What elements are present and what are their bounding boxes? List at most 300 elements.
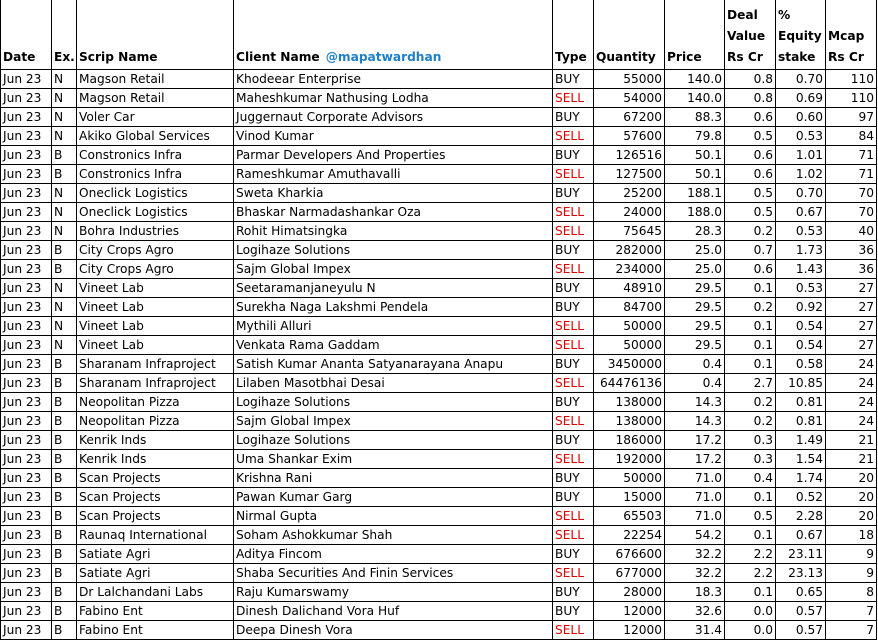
equity-stake-cell: 0.70: [776, 70, 826, 89]
table-row: [1, 279, 877, 298]
table-row: [1, 108, 877, 127]
exchange-cell: B: [52, 583, 77, 602]
col-header-date: Date: [1, 0, 52, 70]
type-cell: SELL: [553, 374, 594, 393]
mcap-cell: 70: [826, 203, 877, 222]
quantity-cell: 57600: [594, 127, 665, 146]
scrip-cell: Kenrik Inds: [77, 431, 234, 450]
deal-value-cell: 0.5: [725, 184, 776, 203]
deal-value-cell: 0.6: [725, 108, 776, 127]
equity-stake-cell: 0.81: [776, 393, 826, 412]
deal-value-cell: 0.3: [725, 431, 776, 450]
table-row: [1, 469, 877, 488]
equity-stake-cell: 0.52: [776, 488, 826, 507]
quantity-cell: 12000: [594, 621, 665, 640]
exchange-cell: B: [52, 355, 77, 374]
client-header-label: Client Name: [236, 50, 320, 64]
exchange-cell: B: [52, 450, 77, 469]
table-row: [1, 374, 877, 393]
exchange-cell: N: [52, 70, 77, 89]
deal-value-cell: 0.1: [725, 488, 776, 507]
deal-value-cell: 0.2: [725, 222, 776, 241]
type-cell: BUY: [553, 279, 594, 298]
deal-value-cell: 0.1: [725, 317, 776, 336]
scrip-cell: Raunaq International: [77, 526, 234, 545]
price-cell: 29.5: [665, 279, 725, 298]
scrip-cell: Sharanam Infraproject: [77, 355, 234, 374]
quantity-cell: 28000: [594, 583, 665, 602]
exchange-cell: N: [52, 279, 77, 298]
type-cell: BUY: [553, 241, 594, 260]
date-cell: Jun 23: [1, 127, 52, 146]
equity-stake-cell: 0.67: [776, 203, 826, 222]
date-cell: Jun 23: [1, 203, 52, 222]
deal-value-cell: 0.6: [725, 165, 776, 184]
equity-stake-cell: 23.11: [776, 545, 826, 564]
equity-stake-cell: 0.60: [776, 108, 826, 127]
exchange-cell: N: [52, 222, 77, 241]
client-cell: Bhaskar Narmadashankar Oza: [234, 203, 553, 222]
client-cell: Rameshkumar Amuthavalli: [234, 165, 553, 184]
deal-value-cell: 0.8: [725, 70, 776, 89]
quantity-cell: 84700: [594, 298, 665, 317]
exchange-cell: B: [52, 241, 77, 260]
price-cell: 0.4: [665, 355, 725, 374]
author-handle: @mapatwardhan: [325, 50, 442, 64]
exchange-cell: N: [52, 203, 77, 222]
table-row: [1, 564, 877, 583]
date-cell: Jun 23: [1, 583, 52, 602]
exchange-cell: B: [52, 165, 77, 184]
mcap-cell: 9: [826, 545, 877, 564]
table-row: [1, 393, 877, 412]
mcap-cell: 70: [826, 184, 877, 203]
client-cell: Logihaze Solutions: [234, 393, 553, 412]
deal-value-cell: 0.5: [725, 127, 776, 146]
quantity-cell: 50000: [594, 317, 665, 336]
deal-value-cell: 0.7: [725, 241, 776, 260]
equity-stake-cell: 1.02: [776, 165, 826, 184]
client-cell: Vinod Kumar: [234, 127, 553, 146]
deal-value-cell: 0.0: [725, 602, 776, 621]
scrip-cell: Vineet Lab: [77, 298, 234, 317]
table-row: [1, 146, 877, 165]
equity-stake-cell: 1.49: [776, 431, 826, 450]
exchange-cell: B: [52, 412, 77, 431]
equity-stake-cell: 0.57: [776, 621, 826, 640]
mcap-cell: 7: [826, 621, 877, 640]
exchange-cell: B: [52, 526, 77, 545]
table-row: [1, 241, 877, 260]
equity-stake-cell: 0.65: [776, 583, 826, 602]
client-cell: Sweta Kharkia: [234, 184, 553, 203]
col-header-exchange: Ex.: [52, 0, 77, 70]
type-cell: SELL: [553, 450, 594, 469]
price-cell: 0.4: [665, 374, 725, 393]
price-cell: 14.3: [665, 412, 725, 431]
equity-stake-cell: 0.81: [776, 412, 826, 431]
type-cell: SELL: [553, 507, 594, 526]
mcap-cell: 24: [826, 374, 877, 393]
deal-value-cell: 0.4: [725, 469, 776, 488]
type-cell: BUY: [553, 431, 594, 450]
scrip-cell: Magson Retail: [77, 70, 234, 89]
price-cell: 32.2: [665, 564, 725, 583]
mcap-cell: 24: [826, 412, 877, 431]
equity-stake-cell: 23.13: [776, 564, 826, 583]
scrip-cell: City Crops Agro: [77, 260, 234, 279]
price-cell: 50.1: [665, 146, 725, 165]
mcap-cell: 24: [826, 355, 877, 374]
date-cell: Jun 23: [1, 355, 52, 374]
equity-stake-cell: 1.73: [776, 241, 826, 260]
quantity-cell: 54000: [594, 89, 665, 108]
exchange-cell: N: [52, 336, 77, 355]
client-cell: Satish Kumar Ananta Satyanarayana Anapu: [234, 355, 553, 374]
type-cell: SELL: [553, 222, 594, 241]
price-cell: 140.0: [665, 70, 725, 89]
mcap-cell: 21: [826, 450, 877, 469]
mcap-cell: 18: [826, 526, 877, 545]
price-cell: 25.0: [665, 260, 725, 279]
scrip-cell: Kenrik Inds: [77, 450, 234, 469]
date-cell: Jun 23: [1, 108, 52, 127]
client-cell: Pawan Kumar Garg: [234, 488, 553, 507]
client-cell: Deepa Dinesh Vora: [234, 621, 553, 640]
scrip-cell: Vineet Lab: [77, 336, 234, 355]
quantity-cell: 138000: [594, 393, 665, 412]
type-cell: BUY: [553, 70, 594, 89]
scrip-cell: Satiate Agri: [77, 545, 234, 564]
col-header-scrip: Scrip Name: [77, 0, 234, 70]
equity-stake-cell: 1.43: [776, 260, 826, 279]
scrip-cell: Oneclick Logistics: [77, 184, 234, 203]
client-cell: Surekha Naga Lakshmi Pendela: [234, 298, 553, 317]
equity-stake-cell: 0.92: [776, 298, 826, 317]
scrip-cell: Constronics Infra: [77, 146, 234, 165]
date-cell: Jun 23: [1, 412, 52, 431]
date-cell: Jun 23: [1, 545, 52, 564]
mcap-cell: 97: [826, 108, 877, 127]
header-row: [1, 0, 877, 70]
type-cell: BUY: [553, 583, 594, 602]
type-cell: BUY: [553, 108, 594, 127]
client-cell: Lilaben Masotbhai Desai: [234, 374, 553, 393]
client-cell: Nirmal Gupta: [234, 507, 553, 526]
table-row: [1, 184, 877, 203]
scrip-cell: Akiko Global Services: [77, 127, 234, 146]
scrip-cell: Fabino Ent: [77, 621, 234, 640]
scrip-cell: Sharanam Infraproject: [77, 374, 234, 393]
table-row: [1, 545, 877, 564]
col-header-quantity: Quantity: [594, 0, 665, 70]
type-cell: SELL: [553, 564, 594, 583]
deal-value-cell: 0.0: [725, 621, 776, 640]
type-cell: SELL: [553, 127, 594, 146]
type-cell: SELL: [553, 412, 594, 431]
exchange-cell: N: [52, 184, 77, 203]
quantity-cell: 677000: [594, 564, 665, 583]
mcap-cell: 7: [826, 602, 877, 621]
price-cell: 29.5: [665, 298, 725, 317]
quantity-cell: 186000: [594, 431, 665, 450]
price-cell: 79.8: [665, 127, 725, 146]
scrip-cell: Oneclick Logistics: [77, 203, 234, 222]
table-row: [1, 526, 877, 545]
mcap-cell: 110: [826, 70, 877, 89]
client-cell: Uma Shankar Exim: [234, 450, 553, 469]
type-cell: BUY: [553, 488, 594, 507]
date-cell: Jun 23: [1, 317, 52, 336]
client-cell: Rohit Himatsingka: [234, 222, 553, 241]
quantity-cell: 65503: [594, 507, 665, 526]
scrip-cell: Vineet Lab: [77, 279, 234, 298]
client-cell: Sajm Global Impex: [234, 260, 553, 279]
scrip-cell: Neopolitan Pizza: [77, 393, 234, 412]
equity-stake-cell: 0.53: [776, 127, 826, 146]
col-header-client: [234, 0, 553, 70]
deal-value-cell: 0.6: [725, 146, 776, 165]
quantity-cell: 126516: [594, 146, 665, 165]
type-cell: BUY: [553, 184, 594, 203]
type-cell: BUY: [553, 545, 594, 564]
exchange-cell: N: [52, 89, 77, 108]
client-cell: Logihaze Solutions: [234, 431, 553, 450]
table-row: [1, 621, 877, 640]
col-header-type: Type: [553, 0, 594, 70]
exchange-cell: B: [52, 545, 77, 564]
equity-stake-cell: 1.01: [776, 146, 826, 165]
client-cell: Seetaramanjaneyulu N: [234, 279, 553, 298]
price-cell: 71.0: [665, 507, 725, 526]
deal-value-cell: 0.2: [725, 412, 776, 431]
price-cell: 188.0: [665, 203, 725, 222]
quantity-cell: 55000: [594, 70, 665, 89]
price-cell: 25.0: [665, 241, 725, 260]
mcap-cell: 40: [826, 222, 877, 241]
table-body: [1, 70, 877, 640]
type-cell: BUY: [553, 393, 594, 412]
equity-stake-cell: 10.85: [776, 374, 826, 393]
date-cell: Jun 23: [1, 469, 52, 488]
date-cell: Jun 23: [1, 393, 52, 412]
type-cell: BUY: [553, 469, 594, 488]
quantity-cell: 192000: [594, 450, 665, 469]
price-cell: 50.1: [665, 165, 725, 184]
deal-value-cell: 0.1: [725, 355, 776, 374]
mcap-cell: 36: [826, 260, 877, 279]
date-cell: Jun 23: [1, 431, 52, 450]
mcap-cell: 20: [826, 469, 877, 488]
client-cell: Juggernaut Corporate Advisors: [234, 108, 553, 127]
exchange-cell: N: [52, 298, 77, 317]
price-cell: 88.3: [665, 108, 725, 127]
exchange-cell: N: [52, 127, 77, 146]
client-cell: Maheshkumar Nathusing Lodha: [234, 89, 553, 108]
equity-stake-cell: 0.53: [776, 222, 826, 241]
quantity-cell: 12000: [594, 602, 665, 621]
equity-stake-cell: 0.70: [776, 184, 826, 203]
price-cell: 188.1: [665, 184, 725, 203]
col-header-mcap: Mcap Rs Cr: [826, 0, 877, 70]
scrip-cell: Satiate Agri: [77, 564, 234, 583]
table-row: [1, 89, 877, 108]
date-cell: Jun 23: [1, 184, 52, 203]
mcap-cell: 21: [826, 431, 877, 450]
quantity-cell: 127500: [594, 165, 665, 184]
type-cell: SELL: [553, 621, 594, 640]
col-header-equity-stake: % Equity stake: [776, 0, 826, 70]
price-cell: 140.0: [665, 89, 725, 108]
deal-value-cell: 2.7: [725, 374, 776, 393]
date-cell: Jun 23: [1, 279, 52, 298]
date-cell: Jun 23: [1, 488, 52, 507]
equity-stake-cell: 0.58: [776, 355, 826, 374]
client-cell: Dinesh Dalichand Vora Huf: [234, 602, 553, 621]
mcap-cell: 27: [826, 317, 877, 336]
exchange-cell: B: [52, 564, 77, 583]
date-cell: Jun 23: [1, 336, 52, 355]
date-cell: Jun 23: [1, 621, 52, 640]
client-cell: Soham Ashokkumar Shah: [234, 526, 553, 545]
deal-value-cell: 0.5: [725, 507, 776, 526]
scrip-cell: Constronics Infra: [77, 165, 234, 184]
date-cell: Jun 23: [1, 146, 52, 165]
mcap-cell: 71: [826, 146, 877, 165]
table-row: [1, 355, 877, 374]
quantity-cell: 67200: [594, 108, 665, 127]
mcap-cell: 84: [826, 127, 877, 146]
client-cell: Logihaze Solutions: [234, 241, 553, 260]
date-cell: Jun 23: [1, 507, 52, 526]
type-cell: SELL: [553, 260, 594, 279]
date-cell: Jun 23: [1, 526, 52, 545]
equity-stake-cell: 0.54: [776, 336, 826, 355]
client-cell: Khodeear Enterprise: [234, 70, 553, 89]
quantity-cell: 25200: [594, 184, 665, 203]
quantity-cell: 282000: [594, 241, 665, 260]
table-row: [1, 127, 877, 146]
equity-stake-cell: 0.67: [776, 526, 826, 545]
table-row: [1, 70, 877, 89]
type-cell: BUY: [553, 355, 594, 374]
equity-stake-cell: 0.57: [776, 602, 826, 621]
table-row: [1, 317, 877, 336]
table-row: [1, 583, 877, 602]
date-cell: Jun 23: [1, 602, 52, 621]
mcap-cell: 9: [826, 564, 877, 583]
exchange-cell: B: [52, 602, 77, 621]
price-cell: 14.3: [665, 393, 725, 412]
deal-value-cell: 0.2: [725, 393, 776, 412]
table-row: [1, 165, 877, 184]
client-cell: Aditya Fincom: [234, 545, 553, 564]
date-cell: Jun 23: [1, 70, 52, 89]
table-row: [1, 488, 877, 507]
mcap-cell: 8: [826, 583, 877, 602]
deal-value-cell: 2.2: [725, 564, 776, 583]
type-cell: SELL: [553, 526, 594, 545]
client-cell: Krishna Rani: [234, 469, 553, 488]
equity-stake-cell: 0.53: [776, 279, 826, 298]
quantity-cell: 676600: [594, 545, 665, 564]
deal-value-cell: 0.1: [725, 526, 776, 545]
client-cell: Mythili Alluri: [234, 317, 553, 336]
scrip-cell: Scan Projects: [77, 469, 234, 488]
client-cell: Sajm Global Impex: [234, 412, 553, 431]
exchange-cell: B: [52, 621, 77, 640]
deal-value-cell: 0.8: [725, 89, 776, 108]
quantity-cell: 138000: [594, 412, 665, 431]
date-cell: Jun 23: [1, 222, 52, 241]
quantity-cell: 75645: [594, 222, 665, 241]
exchange-cell: B: [52, 146, 77, 165]
date-cell: Jun 23: [1, 89, 52, 108]
type-cell: BUY: [553, 146, 594, 165]
scrip-cell: Neopolitan Pizza: [77, 412, 234, 431]
quantity-cell: 50000: [594, 469, 665, 488]
equity-stake-cell: 1.54: [776, 450, 826, 469]
client-cell: Shaba Securities And Finin Services: [234, 564, 553, 583]
mcap-cell: 27: [826, 298, 877, 317]
table-row: [1, 260, 877, 279]
client-cell: Venkata Rama Gaddam: [234, 336, 553, 355]
mcap-cell: 27: [826, 279, 877, 298]
type-cell: SELL: [553, 317, 594, 336]
table-row: [1, 431, 877, 450]
deal-value-cell: 0.3: [725, 450, 776, 469]
exchange-cell: B: [52, 488, 77, 507]
scrip-cell: Vineet Lab: [77, 317, 234, 336]
equity-stake-cell: 1.74: [776, 469, 826, 488]
type-cell: SELL: [553, 203, 594, 222]
mcap-cell: 20: [826, 507, 877, 526]
price-cell: 31.4: [665, 621, 725, 640]
date-cell: Jun 23: [1, 298, 52, 317]
exchange-cell: B: [52, 469, 77, 488]
date-cell: Jun 23: [1, 241, 52, 260]
col-header-price: Price: [665, 0, 725, 70]
price-cell: 29.5: [665, 317, 725, 336]
equity-stake-cell: 2.28: [776, 507, 826, 526]
deal-value-cell: 2.2: [725, 545, 776, 564]
price-cell: 18.3: [665, 583, 725, 602]
exchange-cell: N: [52, 317, 77, 336]
quantity-cell: 3450000: [594, 355, 665, 374]
quantity-cell: 234000: [594, 260, 665, 279]
exchange-cell: B: [52, 260, 77, 279]
quantity-cell: 64476136: [594, 374, 665, 393]
date-cell: Jun 23: [1, 165, 52, 184]
table-row: [1, 222, 877, 241]
table-row: [1, 203, 877, 222]
exchange-cell: B: [52, 507, 77, 526]
price-cell: 17.2: [665, 450, 725, 469]
mcap-cell: 20: [826, 488, 877, 507]
type-cell: BUY: [553, 298, 594, 317]
scrip-cell: Voler Car: [77, 108, 234, 127]
scrip-cell: City Crops Agro: [77, 241, 234, 260]
price-cell: 71.0: [665, 469, 725, 488]
table-row: [1, 602, 877, 621]
table-row: [1, 298, 877, 317]
date-cell: Jun 23: [1, 450, 52, 469]
deal-value-cell: 0.1: [725, 583, 776, 602]
exchange-cell: N: [52, 108, 77, 127]
date-cell: Jun 23: [1, 260, 52, 279]
price-cell: 29.5: [665, 336, 725, 355]
table-row: [1, 450, 877, 469]
